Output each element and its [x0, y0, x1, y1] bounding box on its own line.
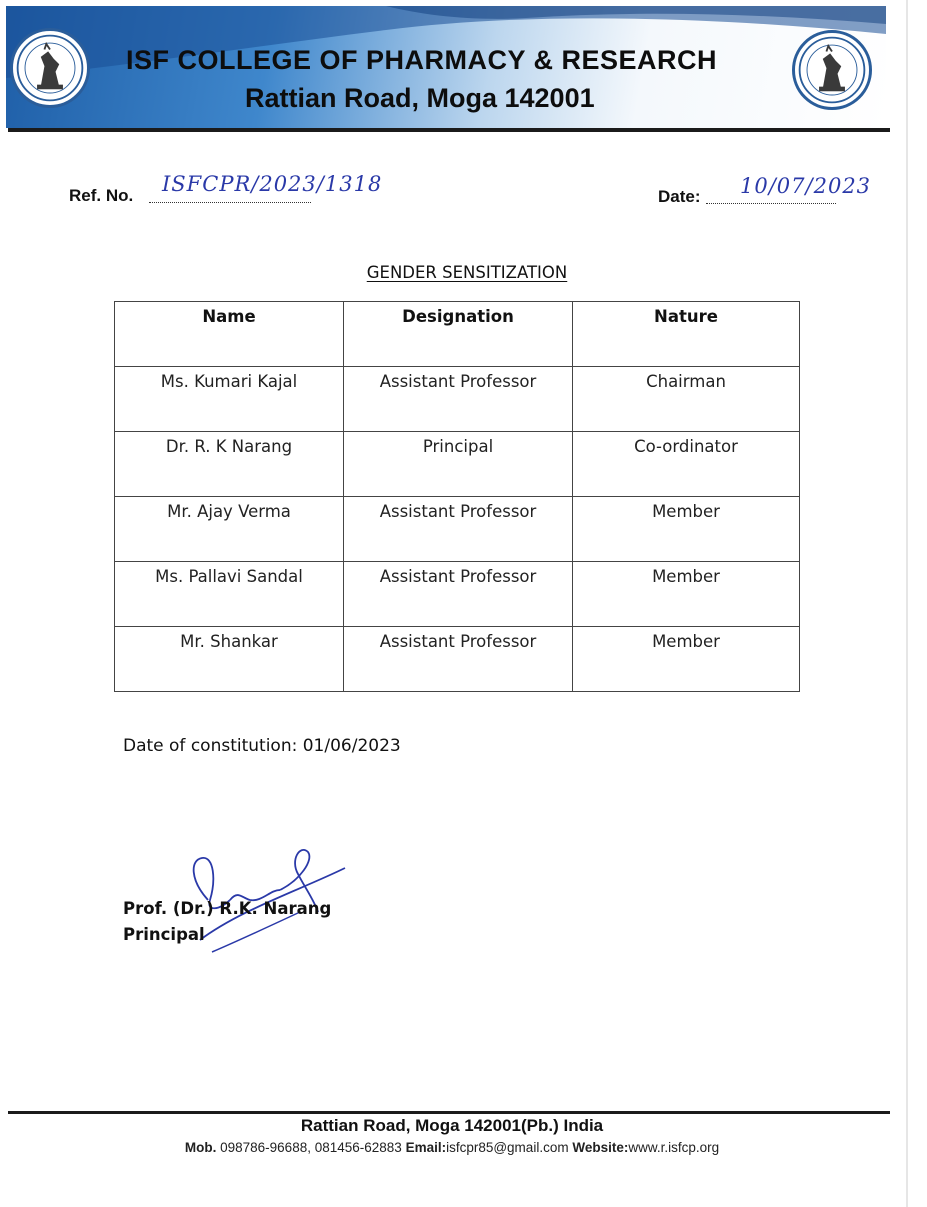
table-header-row	[115, 302, 800, 367]
college-name: ISF COLLEGE OF PHARMACY & RESEARCH	[126, 45, 718, 75]
column-header-designation: Designation	[344, 302, 573, 367]
signatory-name: Prof. (Dr.) R.K. Narang	[123, 899, 332, 918]
member-name: Dr. R. K Narang	[115, 432, 344, 497]
member-name: Mr. Ajay Verma	[115, 497, 344, 562]
member-designation: Assistant Professor	[344, 627, 573, 692]
member-nature: Member	[573, 627, 800, 692]
table-row	[115, 432, 800, 497]
date-handwritten: 10/07/2023	[740, 174, 872, 198]
member-designation: Assistant Professor	[344, 562, 573, 627]
ref-number-handwritten: ISFCPR/2023/1318	[162, 172, 383, 196]
table-row	[115, 627, 800, 692]
ref-label: Ref. No.	[69, 186, 134, 205]
member-nature: Chairman	[573, 367, 800, 432]
college-address: Rattian Road, Moga 142001	[245, 83, 595, 113]
member-nature: Member	[573, 562, 800, 627]
member-name: Mr. Shankar	[115, 627, 344, 692]
member-designation: Assistant Professor	[344, 367, 573, 432]
date-label: Date:	[658, 187, 701, 206]
committee-table	[114, 301, 800, 692]
table-row	[115, 497, 800, 562]
ref-dotted-line	[149, 202, 311, 203]
header-divider	[8, 128, 890, 132]
member-nature: Member	[573, 497, 800, 562]
column-header-name: Name	[115, 302, 344, 367]
member-designation: Principal	[344, 432, 573, 497]
email-value: isfcpr85@gmail.com	[446, 1140, 569, 1155]
mob-label: Mob.	[184, 1140, 217, 1155]
mob-value: 098786-96688, 081456-62883	[220, 1140, 402, 1155]
website-value: www.r.isfcp.org	[628, 1140, 720, 1155]
member-designation: Assistant Professor	[344, 497, 573, 562]
column-header-nature: Nature	[573, 302, 800, 367]
email-label: Email:	[405, 1140, 447, 1155]
constitution-date: Date of constitution: 01/06/2023	[123, 736, 401, 756]
footer-address: Rattian Road, Moga 142001(Pb.) India	[300, 1116, 604, 1135]
table-row	[115, 367, 800, 432]
signatory-title: Principal	[123, 925, 205, 944]
date-dotted-line	[706, 203, 836, 204]
website-label: Website:	[572, 1140, 629, 1155]
member-nature: Co-ordinator	[573, 432, 800, 497]
document-title: GENDER SENSITIZATION	[366, 263, 568, 282]
member-name: Ms. Pallavi Sandal	[115, 562, 344, 627]
college-emblem-icon	[10, 28, 90, 108]
table-row	[115, 562, 800, 627]
footer-contact	[0, 1140, 904, 1155]
footer-divider	[8, 1111, 890, 1114]
scan-edge	[906, 0, 908, 1207]
member-name: Ms. Kumari Kajal	[115, 367, 344, 432]
college-emblem-icon	[792, 30, 872, 110]
